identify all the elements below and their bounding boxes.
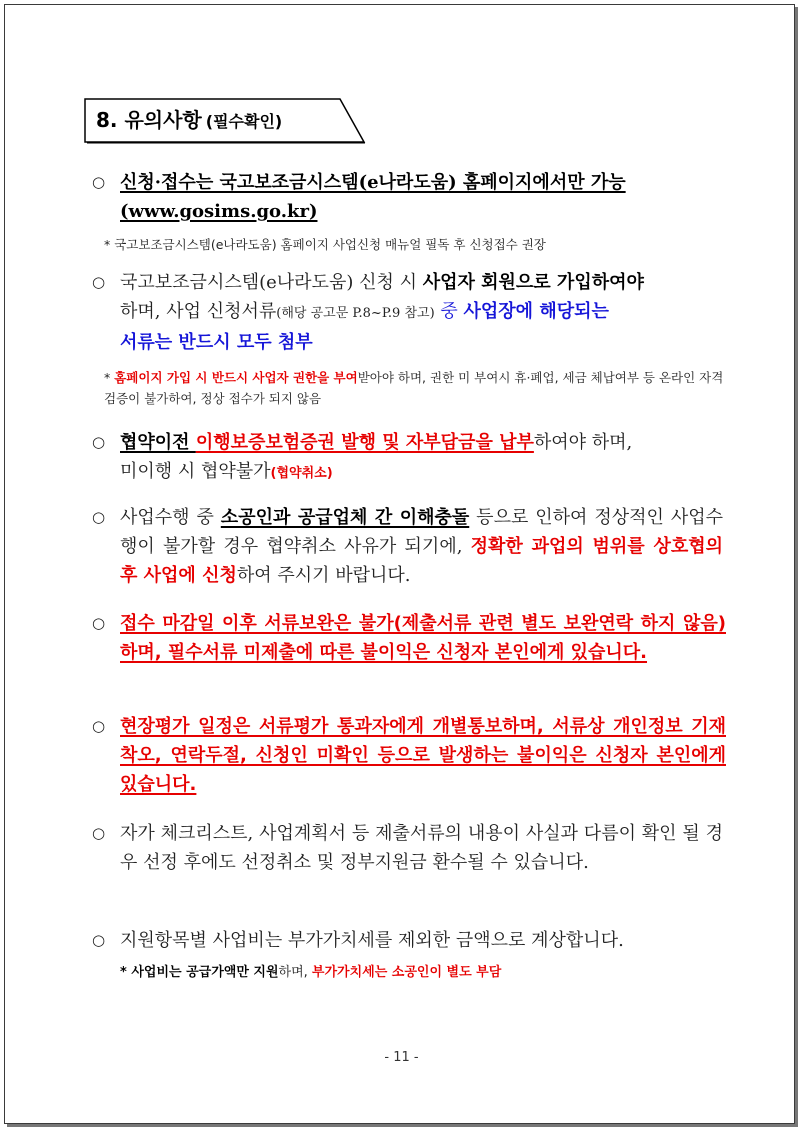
item-text-part: 등으로 인하여 정상적인 사업수행이 불가할 경우 협약취소 사유가 되기에, — [120, 507, 723, 557]
item-text-emphasis: (협약취소) — [270, 466, 333, 481]
bullet-icon: ○ — [92, 173, 106, 191]
bullet-icon: ○ — [92, 508, 106, 526]
note-text: 받아야 하며, 권한 미 부여시 휴·폐업, 세금 체납여부 등 온라인 자격검증이 불가하여, 정상 접수가 되지 않음 — [104, 370, 724, 406]
bullet-icon: ○ — [92, 717, 106, 735]
bullet-icon: ○ — [92, 273, 106, 291]
note-text: 하며, — [278, 965, 312, 980]
item-text — [120, 503, 723, 590]
item-text-part: 신청·접수는 국고보조금시스템(e나라도움) 홈페이지에서만 가능 — [120, 172, 626, 193]
item-text: 지원항목별 사업비는 부가가치세를 제외한 금액으로 계상합니다. — [120, 930, 624, 951]
item-text-emphasis: 사업자 회원으로 가입하여야 — [422, 272, 644, 293]
note-emphasis: 홈페이지 가입 시 반드시 사업자 권한을 부여 — [114, 370, 358, 385]
item-text: 자가 체크리스트, 사업계획서 등 제출서류의 내용이 사실과 다름이 확인 될 경우 선정 후에도 선정취소 및 정부지원금 환수될 수 있습니다. — [120, 823, 723, 873]
item-text: 현장평가 일정은 서류평가 통과자에게 개별통보하며, 서류상 개인정보 기재착오, 연락두절, 신청인 미확인 등으로 발생하는 불이익은 신청자 본인에게 있습니다. — [120, 716, 726, 795]
item-text-emphasis: 정확한 과업의 범위를 상호협의 후 사업에 신청 — [120, 536, 723, 586]
item-text-emphasis: 소공인과 공급업체 간 이해충돌 — [220, 507, 470, 528]
item-text-emphasis: 이행보증보험증권 발행 및 자부담금을 납부 — [195, 432, 534, 453]
bullet-icon: ○ — [92, 614, 106, 632]
item-text-part: 하여 주시기 바랍니다. — [236, 565, 411, 586]
bullet-icon: ○ — [92, 824, 106, 842]
page-number: - 11 - — [384, 1050, 419, 1065]
section-header — [84, 98, 364, 142]
item-text-part: 중 — [434, 301, 464, 322]
item-text-part: 하여야 하며, — [533, 432, 633, 453]
item-text — [120, 268, 723, 357]
note-emphasis: * 사업비는 공급가액만 지원 — [120, 965, 279, 980]
item-text — [120, 428, 723, 488]
item-text-part: 하며, 사업 신청서류 — [120, 301, 277, 322]
item-text — [120, 168, 723, 226]
note-star: * — [104, 370, 115, 385]
item-text-part: 미이행 시 협약불가 — [120, 461, 271, 482]
item-text: 접수 마감일 이후 서류보완은 불가(제출서류 관련 별도 보완연락 하지 않음)하며, 필수서류 미제출에 따른 불이익은 신청자 본인에게 있습니다. — [120, 613, 726, 663]
section-subtitle: (필수확인) — [205, 112, 283, 131]
item-text-emphasis: 사업장에 해당되는 — [463, 301, 609, 322]
section-title — [96, 98, 282, 142]
item-text-emphasis: 협약이전 — [120, 432, 196, 453]
bullet-icon: ○ — [92, 433, 106, 451]
website-link[interactable]: (www.gosims.go.kr) — [120, 201, 318, 222]
item-text-small: (해당 공고문 P.8~P.9 참고) — [276, 306, 435, 321]
item-text-part: 사업수행 중 — [120, 507, 221, 528]
section-title-text: 8. 유의사항 — [96, 108, 202, 132]
note — [104, 367, 724, 409]
bullet-icon: ○ — [92, 931, 106, 949]
note — [120, 962, 501, 983]
item-text-emphasis: 서류는 반드시 모두 첨부 — [120, 332, 313, 353]
item-text-part: 국고보조금시스템(e나라도움) 신청 시 — [120, 272, 423, 293]
note: * 국고보조금시스템(e나라도움) 홈페이지 사업신청 매뉴얼 필독 후 신청접수 권장 — [104, 237, 546, 252]
note-emphasis: 부가가치세는 소공인이 별도 부담 — [311, 965, 502, 980]
